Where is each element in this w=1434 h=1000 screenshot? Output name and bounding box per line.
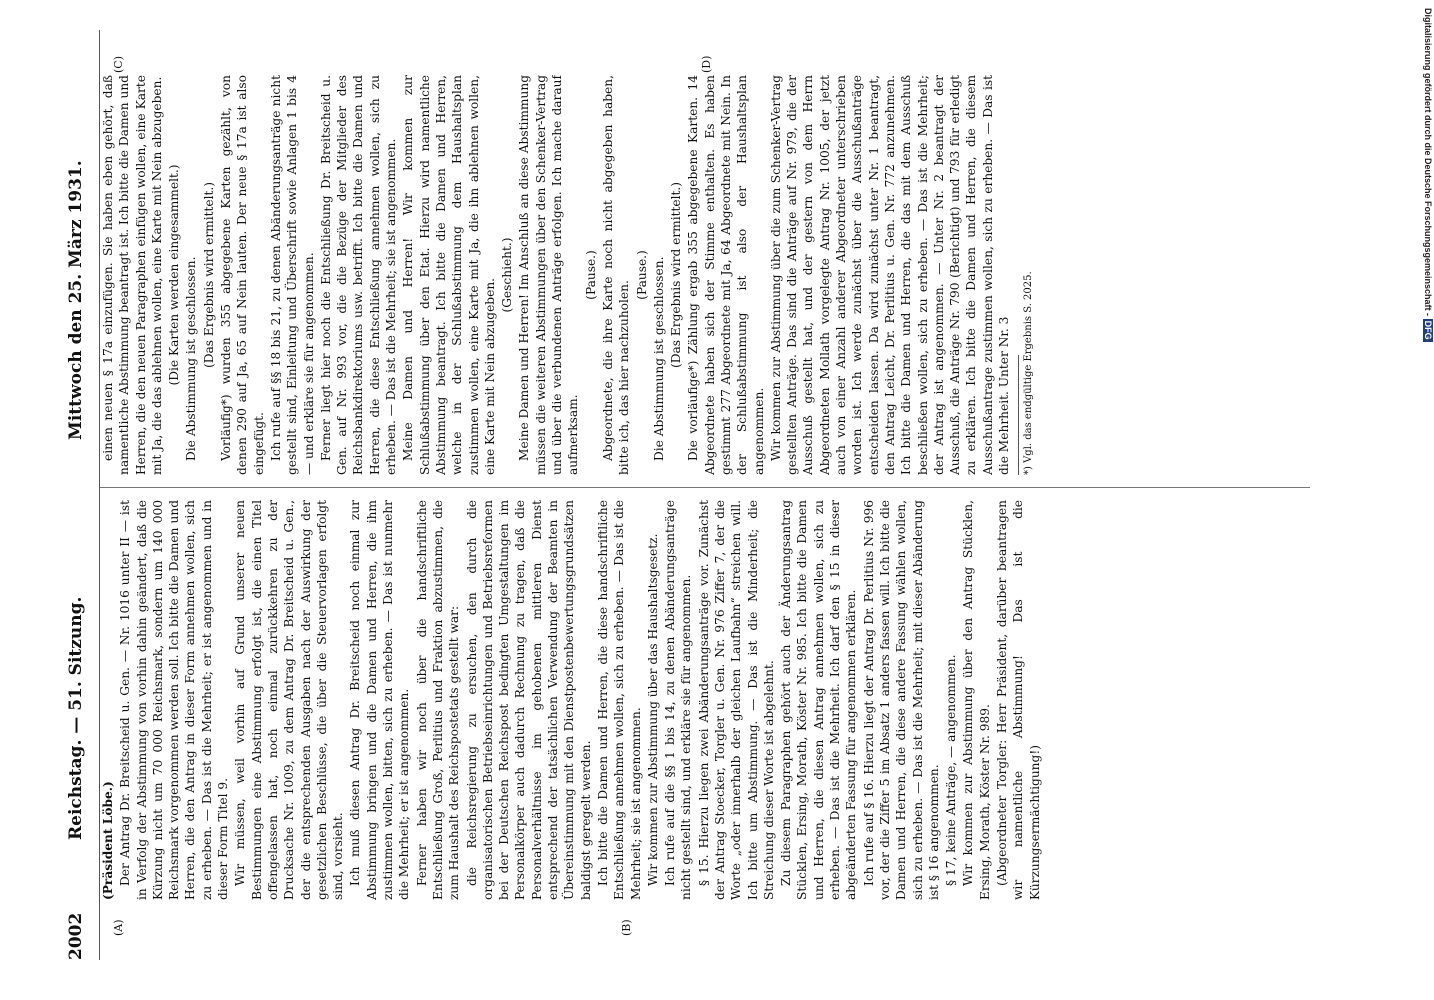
funding-credit: Digitalisierung gefördert durch die Deutsche Forschungsgemeinschaft - [1423,8,1433,317]
running-header [66,30,100,960]
left-column-paragraph: Wir kommen zur Abstimmung über das Haushaltsgesetz. [645,533,660,886]
right-column [100,75,1300,475]
right-column-paragraph: (Das Ergebnis wird ermittelt.) [669,181,684,369]
page-number: 2002 [66,912,86,960]
left-column-paragraph: Ich bitte die Damen und Herren, die diese handschriftliche Entschließung annehmen wollen, sich zu erheben. — Das ist die Mehrheit; sie ist angenommen. [595,500,643,900]
right-column-paragraph: einen neuen § 17a einzufügen. Sie haben eben gehört, daß namentliche Abstimmung beantragt ist. Ich bitte die Damen und Herren, die den neuen Paragraphen einfügen wollen, eine Karte mit Ja, die das ablehnen wollen, eine Karte mit Nein abzugeben. [101,75,164,475]
right-column-paragraph: Die Abstimmung ist geschlossen. [651,256,666,461]
header-left-title: Reichstag. — 51. Sitzung. [66,596,86,840]
left-column [100,500,1300,900]
side-note-text [1421,8,1433,988]
left-column-paragraph: (Abgeordneter Torgler: Herr Präsident, darüber beantragen wir namentliche Abstimmung! Das ist die Kürzungsermächtigung!) [995,500,1042,900]
footnote: *) Vgl. das endgültige Ergebnis S. 2025. [1023,271,1035,475]
right-column-paragraph: Meine Damen und Herren! Im Anschluß an diese Abstimmung müssen die weiteren Abstimmungen über den Schenker-Vertrag und über die verbundenen Anträge erfolgen. Ich mache darauf aufmerksam. [517,75,581,475]
left-column-paragraph: (Präsident Löbe.) [101,781,115,900]
right-column-paragraph: (Die Karten werden eingesammelt.) [167,164,182,386]
right-column-paragraph: (Das Ergebnis wird ermittelt.) [201,181,216,369]
left-column-paragraph: Der Antrag Dr. Breitscheid u. Gen. — Nr. 1016 unter II — ist in Verfolg der Abstimmung von vorhin dahin geändert, daß die Kürzung nicht um 70 000 Reichsmark, sondern um 140 000 Reichsmark vorgenommen werden soll. Ich bitte die Damen und Herren, die den Antrag in dieser Form annehmen wollen, sich zu erheben. — Das ist die Mehrheit; er ist angenommen und in dieser Form Titel 9. [118,500,231,900]
left-column-paragraph: Ich rufe auf § 16. Hierzu liegt der Antrag Dr. Perlitius Nr. 996 vor, der die Ziffer 5 im Absatz 1 anders fassen will. Ich bitte die Damen und Herren, die diese andere Fassung wählen wollen, sich zu erheben. — Das ist die Mehrheit; mit dieser Abänderung ist § 16 angenommen. [861,500,941,900]
left-column-paragraph: § 15. Hierzu liegen zwei Abänderungsanträge vor. Zunächst der Antrag Stoecker, Torgler u. Gen. Nr. 976 Ziffer 7, der die Worte „oder innerhalb der gleichen Laufbahn“ streichen will. Ich bitte um Abstimmung. — Das ist die Minderheit; die Streichung dieser Worte ist abgelehnt. [696,500,776,900]
right-column-paragraph: Die Abstimmung ist geschlossen. [184,256,199,461]
margin-label-b: (B) [620,919,633,936]
margin-label-c: (C) [112,56,125,73]
right-column-paragraph: Abgeordnete, die ihre Karte noch nicht abgegeben haben, bitte ich, das hier nachzuholen. [600,75,632,475]
dfg-logo: DFG [1423,320,1433,340]
right-column-paragraph: Ich rufe auf §§ 18 bis 21, zu denen Abänderungsanträge nicht gestellt sind, Einleitung und Überschrift sowie Anlagen 1 bis 4 — und erkläre sie für angenommen. [268,75,316,475]
right-column-paragraph: Wir kommen zur Abstimmung über die zum Schenker-Vertrag gestellten Anträge. Das sind die Anträge auf Nr. 979, die der Ausschuß gestellt hat, und der gestern von dem Herrn Abgeordneten Mollath vorgelegte Antrag Nr. 1005, der jetzt auch von einer Anzahl anderer Abgeordneter unterschrieben worden ist. Ich werde zunächst über die Ausschußanträge entscheiden lassen. Da wird zunächst unter Nr. 1 beantragt, den Antrag Leicht, Dr. Perlitius u. Gen. Nr. 772 anzunehmen. Ich bitte die Damen und Herren, die das mit dem Ausschuß beschließen wollen, sich zu erheben. — Das ist die Mehrheit; der Antrag ist angenommen. — Unter Nr. 2 beantragt der Ausschuß, die Anträge Nr. 790 (Berichtigt) und 793 für erledigt zu erklären. Ich bitte die Damen und Herren, die diesem Ausschußantrage zustimmen wollen, sich zu erheben. — Das ist die Mehrheit. Unter Nr. 3 [768,75,1012,475]
left-column-paragraph: die Reichsregierung zu ersuchen, den durch die organisatorischen Betriebseinrichtungen und Betriebsreformen bei der Deutschen Reichspost bedingten Umgestaltungen im Personalkörper auch dadurch Rechnung zu tragen, daß die Personalverhältnisse im gehobenen mittleren Dienst entsprechend der tatsächlichen Verwendung der Beamten in Übereinstimmung mit den Dienstpostenbewertungsgrundsätzen baldigst geregelt werden. [464,500,593,900]
left-column-paragraph: Ich muß diesen Antrag Dr. Breitscheid noch einmal zur Abstimmung bringen und die Damen und Herren, die ihm zustimmen wollen, bitten, sich zu erheben. — Das ist nunmehr die Mehrheit; er ist angenommen. [348,500,412,900]
left-column-paragraph: Ich rufe auf die §§ 1 bis 14, zu denen Abänderungsanträge nicht gestellt sind, und erkläre sie für angenommen. [663,500,694,900]
left-column-paragraph: Wir kommen zur Abstimmung über den Antrag Stücklen, Ersing, Morath, Köster Nr. 989. [961,500,992,900]
left-column-paragraph: § 17, keine Anträge, — angenommen. [944,654,959,886]
right-column-paragraph: Vorläufig*) wurden 355 abgegebene Karten gezählt, von denen 290 auf Ja, 65 auf Nein lauten. Der neue § 17a ist also eingefügt. [219,75,266,475]
right-column-paragraph: Die vorläufige*) Zählung ergab 355 abgegebene Karten. 14 Abgeordnete haben sich der Stimme enthalten. Es haben gestimmt 277 Abgeordnete mit Ja, 64 Abgeordnete mit Nein. In der Schlußabstimmung ist also der Haushaltsplan angenommen. [686,75,766,475]
right-column-paragraph: (Geschieht.) [500,237,515,313]
right-column-paragraph: (Pause.) [583,250,598,300]
margin-label-d: (D) [700,55,713,73]
side-note [1421,8,1433,988]
right-column-paragraph: (Pause.) [634,250,649,300]
left-column-paragraph: Wir müssen, weil vorhin auf Grund unserer neuen Bestimmungen eine Abstimmung erfolgt ist, die einen Titel offengelassen hat, noch einmal zurückkehren zu der Drucksache Nr. 1009, zu dem Antrag Dr. Breitscheid u. Gen., der die entsprechenden Ausgaben nach der Auswirkung der gesetzlichen Beschlüsse, die über die Steuervorlagen erfolgt sind, vorsieht. [233,500,346,900]
left-column-paragraph: Zu diesem Paragraphen gehört auch der Änderungsantrag Stücklen, Ersing, Morath, Köster Nr. 985. Ich bitte die Damen und Herren, die diesen Antrag annehmen wollen, sich zu erheben. — Das ist die Mehrheit. Ich darf den § 15 in dieser abgeänderten Fassung für angenommen erklären. [779,500,859,900]
right-column-paragraph: Meine Damen und Herren! Wir kommen zur Schlußabstimmung über den Etat. Hierzu wird namentliche Abstimmung beantragt. Ich bitte die Damen und Herren, welche in der Schlußabstimmung dem Haushaltsplan zustimmen wollen, eine Karte mit Ja, die ihn ablehnen wollen, eine Karte mit Nein abzugeben. [401,75,497,475]
column-divider [100,487,1310,488]
right-column-paragraph: Ferner liegt hier noch die Entschließung Dr. Breitscheid u. Gen. auf Nr. 993 vor, die die Bezüge der Mitglieder des Reichsbankdirektoriums usw. betrifft. Ich bitte die Damen und Herren, die diese Entschließung annehmen wollen, sich zu erheben. — Das ist die Mehrheit; sie ist angenommen. [318,75,399,475]
header-right-title: Mittwoch den 25. März 1931. [66,160,86,440]
margin-label-a: (A) [112,919,125,936]
footnote-rule [1018,355,1019,475]
left-column-paragraph: Ferner haben wir noch über die handschriftliche Entschließung Groß, Perlitius und Fraktion abzustimmen, die zum Haushalt des Reichspostetats gestellt war: [414,500,462,900]
